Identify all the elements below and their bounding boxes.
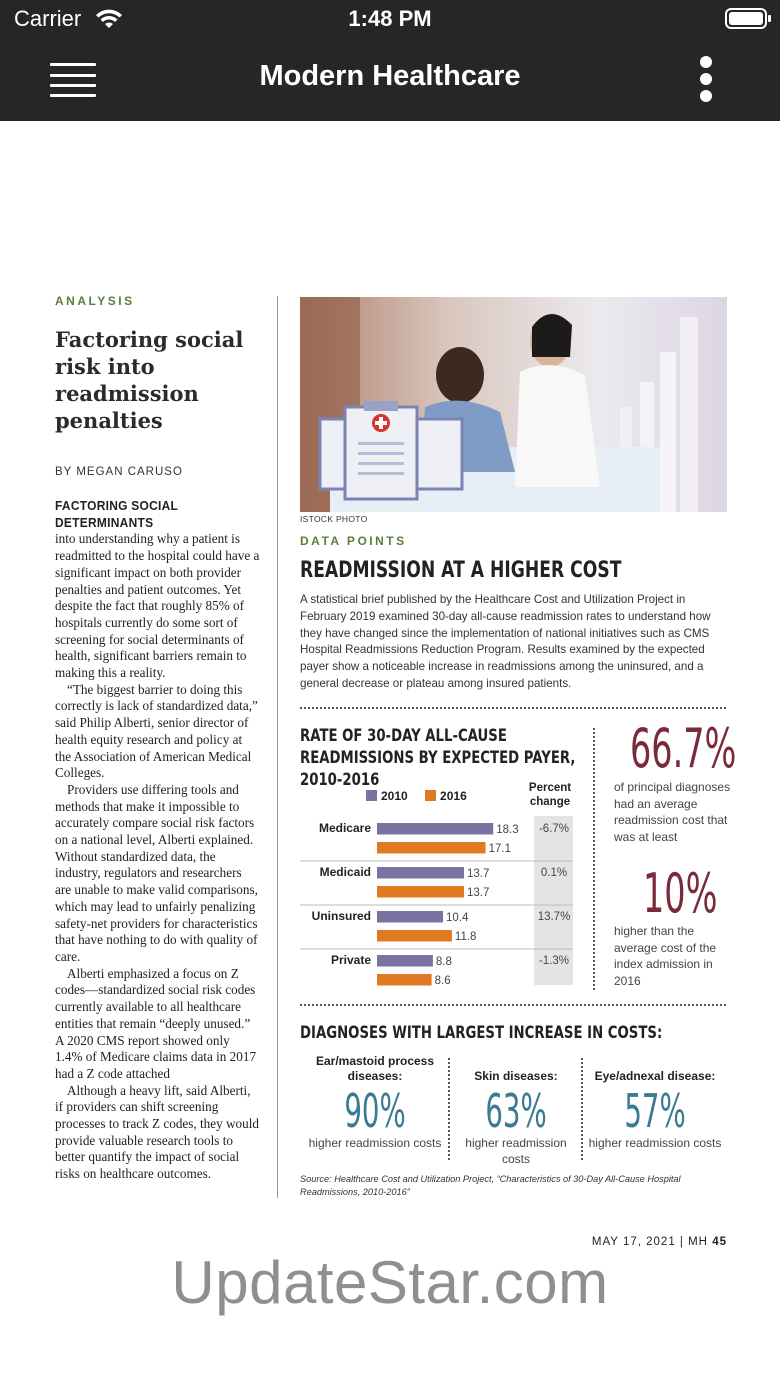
data-label: 13.7 <box>466 887 490 899</box>
dotted-divider <box>300 1004 726 1006</box>
bar-2016 <box>377 886 464 898</box>
folio-date: MAY 17, 2021 <box>591 1236 676 1248</box>
watermark: UpdateStar.com <box>171 1249 609 1316</box>
stat-value: 10% <box>643 862 718 925</box>
section-label: DATA POINTS <box>300 534 407 548</box>
article-byline: BY MEGAN CARUSO <box>55 466 183 478</box>
legend-label: 2010 <box>381 789 408 803</box>
paragraph: into understanding why a patient is readmitted to the hospital could have a significant impact on both provider penalties and patient outcomes. Yet despite the fact that roughly 85% of hospitals currently do some sort of screening for social determinants of health, significant barriers remain to making this a reality. <box>55 531 260 681</box>
stat-description: of principal diagnoses had an average readmission cost that was at least <box>614 780 731 845</box>
diagnosis-percent: 63% <box>485 1084 547 1138</box>
page-number: 45 <box>712 1236 727 1248</box>
page-folio <box>560 1236 727 1248</box>
more-vertical-icon <box>700 56 712 68</box>
diagnosis-card <box>456 1054 576 1167</box>
category-label: Private <box>330 953 371 967</box>
stat-description: higher than the average cost of the index admission in 2016 <box>614 924 717 989</box>
dotted-divider <box>300 707 726 709</box>
app-header <box>0 0 780 121</box>
legend-swatch-2016 <box>425 790 436 801</box>
battery-icon <box>725 8 767 29</box>
diagnosis-label: Ear/mastoid process diseases: <box>315 1054 435 1083</box>
bar-2016 <box>377 842 486 854</box>
diagnoses-title: DIAGNOSES WITH LARGEST INCREASE IN COSTS: <box>300 1023 663 1043</box>
data-label: 17.1 <box>488 843 511 855</box>
diagnosis-card <box>588 1054 722 1152</box>
sidebar-intro: A statistical brief published by the Healthcare Cost and Utilization Project in February 2019 examined 30-day all-cause readmission rates to understand how they have changed since the implementation of national initiatives such as CMS Hospital Readmissions Reduction Program. Results examined by the expected payer show a noticeable increase in readmissions among the uninsured, and a general decrease or plateau among insured patients. <box>300 593 711 690</box>
dotted-divider <box>448 1058 450 1160</box>
paragraph: Alberti emphasized a focus on Z codes—standardized social risk codes currently available to all healthcare entities that remain “deeply unused.” A 2020 CMS report showed only 1.4% of Medicare claims data in 2017 had a Z code attached <box>55 965 257 1081</box>
diagnosis-sub: higher readmission costs <box>588 1136 722 1150</box>
paragraph: “The biggest barrier to doing this correctly is lack of standardized data,” said Philip Alberti, senior director of health equity research and policy at the Association of American Medical Colleges. <box>55 681 258 781</box>
percent-change-value: -1.3% <box>538 955 570 967</box>
folio-sep: | MH <box>679 1236 708 1248</box>
bar-2010 <box>377 823 493 835</box>
column-divider <box>277 296 278 1198</box>
data-label: 11.8 <box>454 931 477 943</box>
percent-change-value: -6.7% <box>538 823 570 835</box>
source-note: Source: Healthcare Cost and Utilization Project, “Characteristics of 30-Day All-Cause Hospital Readmissions, 2010-2016” <box>300 1174 681 1197</box>
section-label: ANALYSIS <box>55 294 135 308</box>
data-label: 8.6 <box>434 975 451 987</box>
paragraph: Although a heavy lift, said Alberti, if providers can shift screening processes to track Z codes, they would provide valuable research tools to better quantify the impact of social risks on healthcare outcomes. <box>55 1082 259 1182</box>
article-headline: Factoring social risk into readmission penalties <box>55 327 244 433</box>
photo-credit: ISTOCK PHOTO <box>300 514 368 524</box>
dotted-divider <box>593 728 595 990</box>
bar-chart <box>300 816 575 988</box>
bar-2010 <box>377 955 433 967</box>
status-time: 1:48 PM <box>348 6 432 31</box>
data-label: 13.7 <box>466 868 490 880</box>
diagnosis-percent: 90% <box>344 1084 406 1138</box>
diagnosis-label: Eye/adnexal disease: <box>594 1069 716 1083</box>
data-label: 18.3 <box>496 824 519 836</box>
dotted-divider <box>581 1058 583 1160</box>
lead-in: FACTORING SOCIAL DETERMINANTS <box>55 498 178 530</box>
bar-2010 <box>377 911 443 923</box>
stat-value: 66.7% <box>630 717 737 780</box>
status-carrier: Carrier <box>14 6 82 31</box>
sidebar-title: READMISSION AT A HIGHER COST <box>300 558 622 583</box>
chart-title: RATE OF 30-DAY ALL-CAUSE READMISSIONS BY EXPECTED PAYER, 2010-2016 <box>300 726 576 790</box>
category-label: Medicare <box>318 821 371 835</box>
category-label: Medicaid <box>319 865 371 879</box>
legend-swatch-2010 <box>366 790 377 801</box>
article-photo <box>300 297 727 512</box>
more-options-button[interactable] <box>692 54 720 104</box>
article-body <box>55 498 260 1183</box>
chart-legend <box>366 789 467 803</box>
legend-label: 2016 <box>440 789 467 803</box>
app-title: Modern Healthcare <box>259 60 521 92</box>
bar-2016 <box>377 974 432 986</box>
percent-change-header: Percent change <box>528 782 572 808</box>
diagnosis-sub: higher readmission costs <box>308 1136 442 1150</box>
data-label: 8.8 <box>435 956 452 968</box>
paragraph: Providers use differing tools and methods that make it impossible to accurately compare social risk factors on a national level, Alberti explained. Without standardized data, the industry, regulators and researchers are unable to make valid comparisons, which may lead to unfairly penalizing safety-net providers for characteristics that have nothing to do with quality of care. <box>55 781 258 964</box>
category-label: Uninsured <box>311 909 371 923</box>
diagnosis-card <box>308 1054 442 1152</box>
data-label: 10.4 <box>446 912 469 924</box>
diagnosis-percent: 57% <box>624 1084 686 1138</box>
bar-2010 <box>377 867 464 879</box>
percent-change-value: 0.1% <box>540 867 568 879</box>
diagnosis-label: Skin diseases: <box>474 1069 558 1083</box>
bar-2016 <box>377 930 452 942</box>
percent-change-value: 13.7% <box>537 911 571 923</box>
diagnosis-sub: higher readmission costs <box>465 1136 567 1166</box>
